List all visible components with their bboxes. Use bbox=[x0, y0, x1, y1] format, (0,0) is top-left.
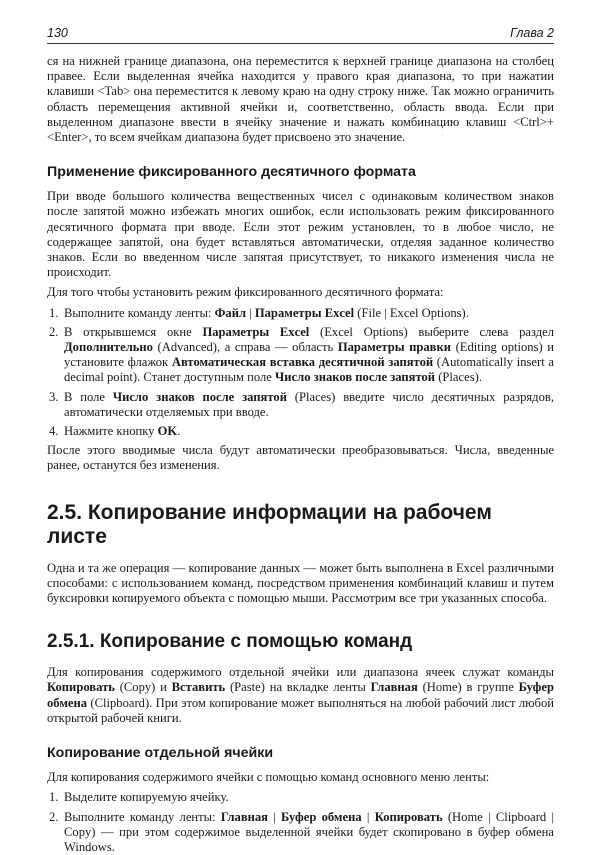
list-item-number: 2. bbox=[49, 810, 58, 825]
list-item bbox=[47, 325, 554, 386]
text-run: Выделите копируемую ячейку. bbox=[64, 790, 229, 804]
list-item bbox=[47, 390, 554, 420]
paragraph-fixed-after: После этого вводимые числа будут автоматически преобразовываться. Числа, введенные ранее, останутся без изменения. bbox=[47, 443, 554, 473]
text-run: | bbox=[268, 810, 281, 824]
text-run: (Paste) на вкладке ленты bbox=[225, 680, 370, 694]
text-run: (Places). bbox=[435, 370, 482, 384]
bold-term: Буфер обмена bbox=[281, 810, 362, 824]
paragraph-fixed-intro: При вводе большого количества вещественных чисел с одинаковым количеством знаков после запятой можно избежать многих ошибок, если использовать режим фиксированного десятичного формата при вводе. Если этот режим установлен, то в любое число, не содержащее запятой, она будет вставляться автоматически, отделяя заданное количество знаков. Если во введенном числе запятая присутствует, то никакого изменения числа не происходит. bbox=[47, 189, 554, 280]
paragraph-fixed-howto: Для того чтобы установить режим фиксированного десятичного формата: bbox=[47, 285, 554, 300]
subsection-heading-2-5-1: 2.5.1. Копирование с помощью команд bbox=[47, 630, 554, 654]
bold-term: Параметры Excel bbox=[255, 306, 354, 320]
list-item bbox=[47, 810, 554, 855]
header-rule bbox=[47, 43, 554, 44]
text-run: В поле bbox=[64, 390, 113, 404]
text-run: (Home | Clipboard | Copy) — при этом содержимое выделенной ячейки будет скопировано в буфер обмена Windows. bbox=[64, 810, 554, 854]
list-item-number: 1. bbox=[49, 790, 58, 805]
list-item-number: 1. bbox=[49, 306, 58, 321]
text-run: (Clipboard). При этом копирование может выполняться на любой рабочий лист любой открытой рабочей книги. bbox=[47, 696, 554, 725]
bold-term: Параметры Excel bbox=[202, 325, 309, 339]
text-run: Нажмите кнопку bbox=[64, 424, 158, 438]
text-run: (Home) в группе bbox=[418, 680, 519, 694]
text-run: Выполните команду ленты: bbox=[64, 810, 221, 824]
text-run: (Automatically insert a decimal point). Станет доступным поле bbox=[64, 355, 554, 384]
text-run: . bbox=[177, 424, 180, 438]
bold-term: Буфер обмена bbox=[47, 680, 554, 709]
bold-term: Копировать bbox=[47, 680, 115, 694]
page-number: 130 bbox=[47, 26, 68, 40]
paragraph-copy-single-intro: Для копирования содержимого ячейки с помощью команд основного меню ленты: bbox=[47, 770, 554, 785]
list-item-number: 3. bbox=[49, 390, 58, 405]
heading-fixed-decimal: Применение фиксированного десятичного формата bbox=[47, 164, 554, 181]
steps-list-fixed bbox=[47, 306, 554, 440]
text-run: (Editing options) и установите флажок bbox=[64, 340, 554, 369]
text-run: Для копирования содержимого отдельной ячейки или диапазона ячеек служат команды bbox=[47, 665, 554, 679]
paragraph-subsection-2-5-1 bbox=[47, 665, 554, 726]
list-item-number: 2. bbox=[49, 325, 58, 340]
bold-term: OK bbox=[158, 424, 178, 438]
bold-term: Главная bbox=[371, 680, 418, 694]
text-run: (Excel Options) выберите слева раздел bbox=[309, 325, 554, 339]
bold-term: Копировать bbox=[375, 810, 443, 824]
section-heading-2-5: 2.5. Копирование информации на рабочем листе bbox=[47, 501, 554, 549]
text-run: (File | Excel Options). bbox=[354, 306, 469, 320]
bold-term: Число знаков после запятой bbox=[113, 390, 287, 404]
list-item bbox=[47, 424, 554, 439]
heading-copy-single-cell: Копирование отдельной ячейки bbox=[47, 745, 554, 762]
text-run: Выполните команду ленты: bbox=[64, 306, 215, 320]
bold-term: Автоматическая вставка десятичной запятой bbox=[172, 355, 433, 369]
list-item-number: 4. bbox=[49, 424, 58, 439]
text-run: | bbox=[362, 810, 375, 824]
bold-term: Параметры правки bbox=[338, 340, 451, 354]
text-run: | bbox=[246, 306, 255, 320]
bold-term: Вставить bbox=[172, 680, 226, 694]
paragraph-section-2-5: Одна и та же операция — копирование данных — может быть выполнена в Excel различными способами: с использованием команд, посредством применения комбинаций клавиш и путем буксировки копируемого объекта с помощью мыши. Рассмотрим все три указанных способа. bbox=[47, 561, 554, 607]
running-header bbox=[47, 0, 554, 46]
paragraph-continued: ся на нижней границе диапазона, она переместится к верхней границе диапазона на столбец правее. Если выделенная ячейка находится у правого края диапазона, то при нажатии клавиши <Tab> она переместится к левому краю на одну строку ниже. Так можно ограничить область перемещения активной ячейки и, соответственно, область ввода. Если при выделенном диапазоне ввести в ячейку значение и нажать комбинацию клавиш <Ctrl>+<Enter>, то всем ячейкам диапазона будет присвоено это значение. bbox=[47, 54, 554, 145]
text-run: В открывшемся окне bbox=[64, 325, 202, 339]
text-run: (Advanced), а справа — область bbox=[153, 340, 338, 354]
bold-term: Число знаков после запятой bbox=[275, 370, 435, 384]
bold-term: Главная bbox=[221, 810, 268, 824]
chapter-title: Глава 2 bbox=[510, 26, 554, 40]
list-item bbox=[47, 306, 554, 321]
steps-list-copy bbox=[47, 790, 554, 855]
bold-term: Дополнительно bbox=[64, 340, 153, 354]
list-item bbox=[47, 790, 554, 805]
text-run: (Copy) и bbox=[115, 680, 172, 694]
bold-term: Файл bbox=[215, 306, 246, 320]
text-run: (Places) введите число десятичных разрядов, автоматически отделяемых при вводе. bbox=[64, 390, 554, 419]
